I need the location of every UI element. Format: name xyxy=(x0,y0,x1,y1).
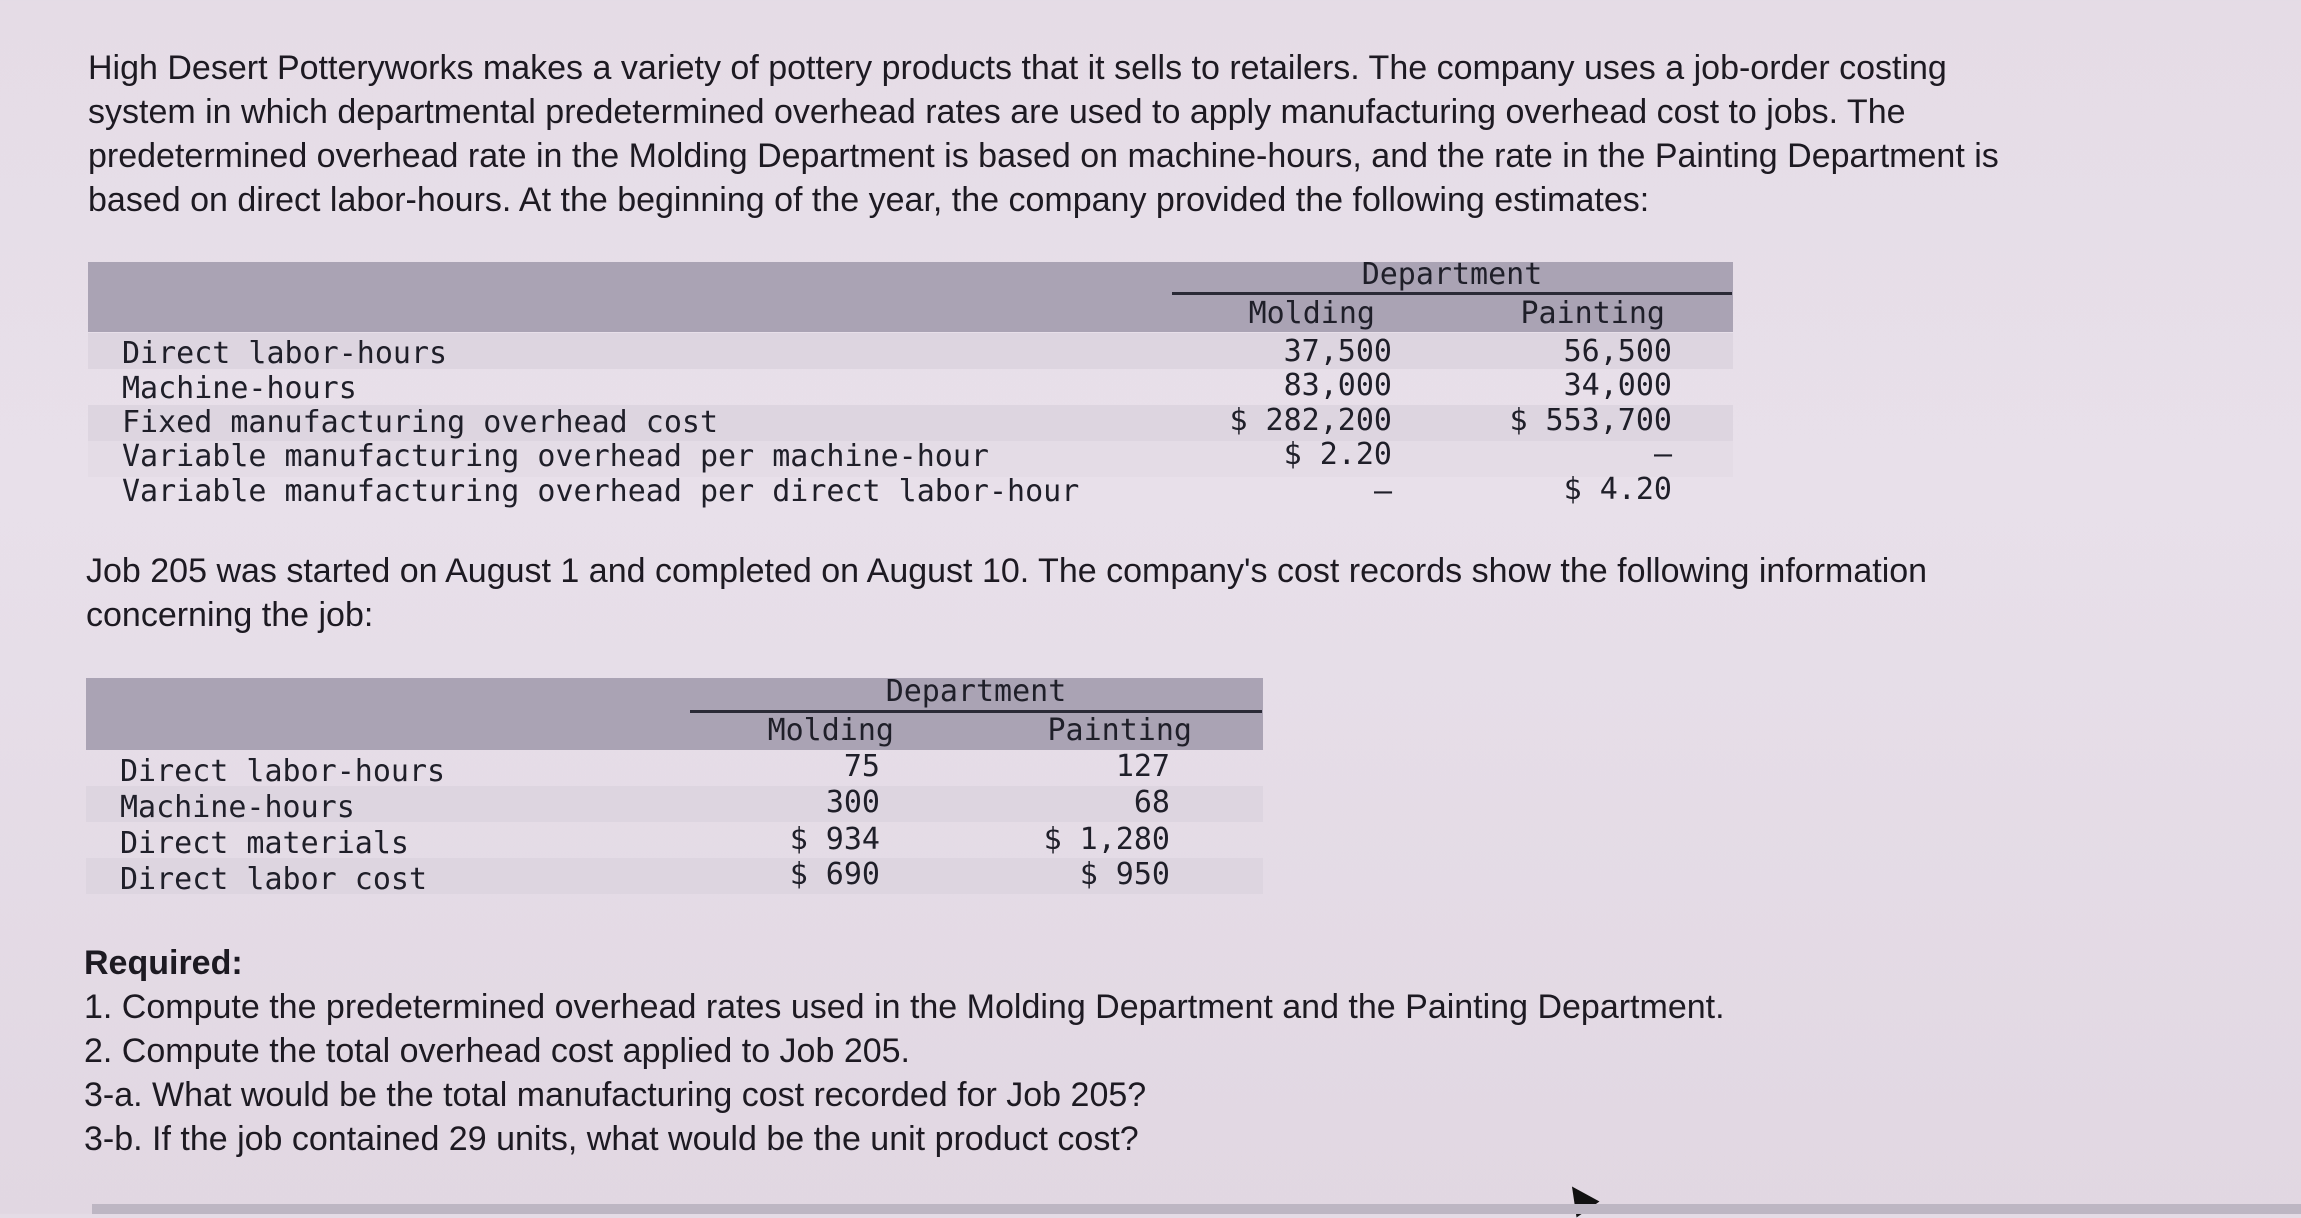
estimates-header-rule xyxy=(1172,292,1732,295)
job-group-header: Department xyxy=(885,674,1067,709)
estimates-molding-value: $ 282,200 xyxy=(1229,403,1392,438)
estimates-painting-value: 56,500 xyxy=(1563,334,1672,369)
estimates-row-label: Machine-hours xyxy=(122,371,357,406)
intro-paragraph xyxy=(88,46,1999,222)
estimates-row-label: Fixed manufacturing overhead cost xyxy=(122,405,719,440)
job-painting-value: $ 950 xyxy=(1079,857,1170,892)
job-col-molding: Molding xyxy=(767,713,894,748)
estimates-col-molding: Molding xyxy=(1248,296,1375,331)
job-row-label: Machine-hours xyxy=(120,790,355,825)
estimates-row-label: Variable manufacturing overhead per direct labor-hour xyxy=(122,474,1080,509)
intro-line: based on direct labor-hours. At the beginning of the year, the company provided the following estimates: xyxy=(88,181,1650,219)
required-heading: Required: xyxy=(84,944,243,982)
estimates-painting-value: $ 553,700 xyxy=(1509,403,1672,438)
job-row-label: Direct labor cost xyxy=(120,862,428,897)
job-molding-value: 300 xyxy=(825,785,880,820)
required-item: 3-b. If the job contained 29 units, what would be the unit product cost? xyxy=(84,1120,1139,1158)
bottom-scrollbar[interactable] xyxy=(92,1204,2301,1214)
required-item: 2. Compute the total overhead cost applied to Job 205. xyxy=(84,1032,910,1070)
estimates-painting-value: – xyxy=(1653,437,1672,472)
required-item: 3-a. What would be the total manufacturing cost recorded for Job 205? xyxy=(84,1076,1147,1114)
estimates-molding-value: $ 2.20 xyxy=(1283,437,1392,472)
estimates-row-label: Direct labor-hours xyxy=(122,336,448,371)
job-molding-value: 75 xyxy=(843,749,880,784)
estimates-group-header: Department xyxy=(1361,257,1543,292)
estimates-molding-value: 83,000 xyxy=(1283,368,1392,403)
estimates-painting-value: 34,000 xyxy=(1563,368,1672,403)
intro-line: system in which departmental predetermined overhead rates are used to apply manufacturing overhead cost to jobs. The xyxy=(88,93,1906,131)
estimates-row-label: Variable manufacturing overhead per machine-hour xyxy=(122,439,989,474)
required-item: 1. Compute the predetermined overhead rates used in the Molding Department and the Painting Department. xyxy=(84,988,1725,1026)
job-col-painting: Painting xyxy=(1047,713,1192,748)
estimates-molding-value: – xyxy=(1373,474,1392,509)
job-row-label: Direct materials xyxy=(120,826,409,861)
intro-line: predetermined overhead rate in the Molding Department is based on machine-hours, and the rate in the Painting Department is xyxy=(88,137,1999,175)
estimates-painting-value: $ 4.20 xyxy=(1563,472,1672,507)
job-molding-value: $ 690 xyxy=(789,857,880,892)
job-molding-value: $ 934 xyxy=(789,822,880,857)
job-intro-line: Job 205 was started on August 1 and completed on August 10. The company's cost records show the following information xyxy=(86,552,1928,590)
intro-line: High Desert Potteryworks makes a variety of pottery products that it sells to retailers. The company uses a job-order costing xyxy=(88,49,1947,87)
job-painting-value: 127 xyxy=(1115,749,1170,784)
estimates-molding-value: 37,500 xyxy=(1283,334,1392,369)
job-row-label: Direct labor-hours xyxy=(120,754,446,789)
job-painting-value: $ 1,280 xyxy=(1043,822,1170,857)
job-intro-paragraph xyxy=(86,549,1927,637)
job-intro-line: concerning the job: xyxy=(86,596,374,634)
estimates-col-painting: Painting xyxy=(1520,296,1665,331)
required-section xyxy=(84,941,1725,1161)
job-painting-value: 68 xyxy=(1133,785,1170,820)
